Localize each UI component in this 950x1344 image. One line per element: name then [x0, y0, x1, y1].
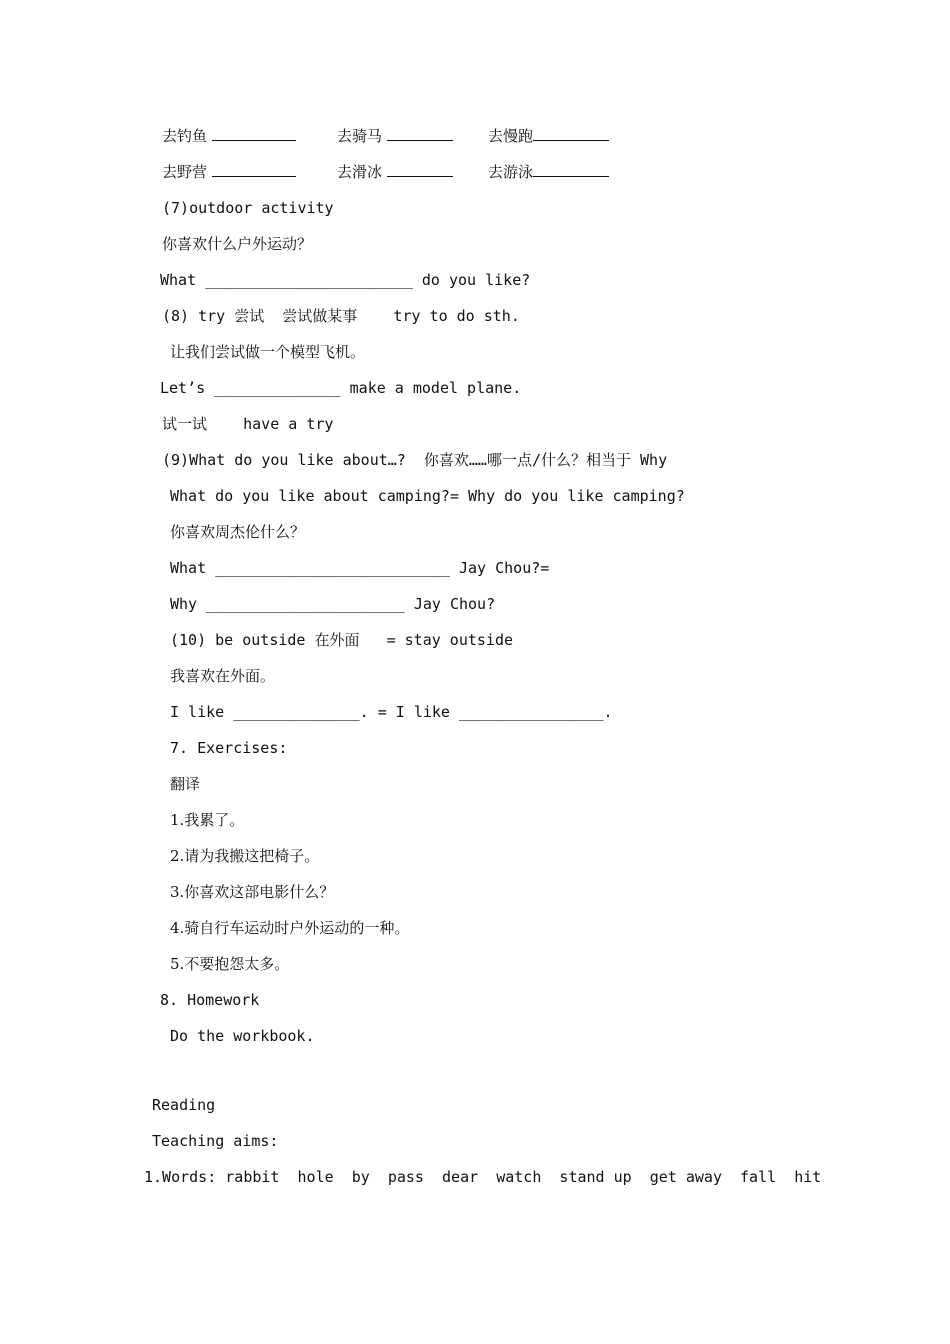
- section-8-chinese: 让我们尝试做一个模型飞机。: [170, 343, 366, 361]
- vocab-camping: 去野营: [162, 162, 296, 182]
- homework-text: Do the workbook.: [170, 1027, 315, 1045]
- section-7-chinese: 你喜欢什么户外运动？: [162, 235, 313, 253]
- exercise-item: 4.骑自行车运动时户外运动的一种。: [170, 919, 410, 937]
- section-8-have-a-try: 试一试 have a try: [162, 415, 334, 433]
- section-9-example: What do you like about camping?= Why do you like camping?: [170, 487, 685, 505]
- teaching-aims-heading: Teaching aims:: [152, 1132, 279, 1150]
- vocab-jogging: 去慢跑: [488, 126, 609, 146]
- exercise-item: 1.我累了。: [170, 811, 245, 829]
- section-8-heading: (8) try 尝试 尝试做某事 try to do sth.: [162, 307, 520, 325]
- exercise-item: 2.请为我搬这把椅子。: [170, 847, 320, 865]
- section-9-what-line: What __________________________ Jay Chou?=: [170, 559, 550, 577]
- exercise-item: 3.你喜欢这部电影什么？: [170, 883, 335, 901]
- words-line: 1.Words: rabbit hole by pass dear watch stand up get away fall hit: [144, 1168, 822, 1186]
- section-10-chinese: 我喜欢在外面。: [170, 667, 276, 685]
- vocab-skating: 去滑冰: [337, 162, 453, 182]
- section-10-heading: (10) be outside 在外面 = stay outside: [170, 631, 514, 649]
- exercises-translate-label: 翻译: [170, 775, 201, 793]
- reading-heading: Reading: [152, 1096, 216, 1114]
- homework-heading: 8. Homework: [160, 991, 260, 1009]
- section-9-chinese: 你喜欢周杰伦什么？: [170, 523, 306, 541]
- section-9-why-line: Why ______________________ Jay Chou?: [170, 595, 496, 613]
- section-9-heading: (9)What do you like about…? 你喜欢……哪一点/什么？相当于 Why: [162, 451, 668, 469]
- vocab-swimming: 去游泳: [488, 162, 609, 182]
- section-7-english: What _______________________ do you like?: [160, 271, 531, 289]
- section-8-english: Let’s ______________ make a model plane.: [160, 379, 522, 397]
- section-10-english: I like ______________. = I like ________________.: [170, 703, 613, 721]
- vocab-ride-horse: 去骑马: [337, 126, 453, 146]
- exercise-item: 5.不要抱怨太多。: [170, 955, 290, 973]
- exercises-heading: 7. Exercises:: [170, 739, 288, 757]
- section-7-heading: (7)outdoor activity: [162, 199, 334, 217]
- vocab-go-fishing: 去钓鱼: [162, 126, 296, 146]
